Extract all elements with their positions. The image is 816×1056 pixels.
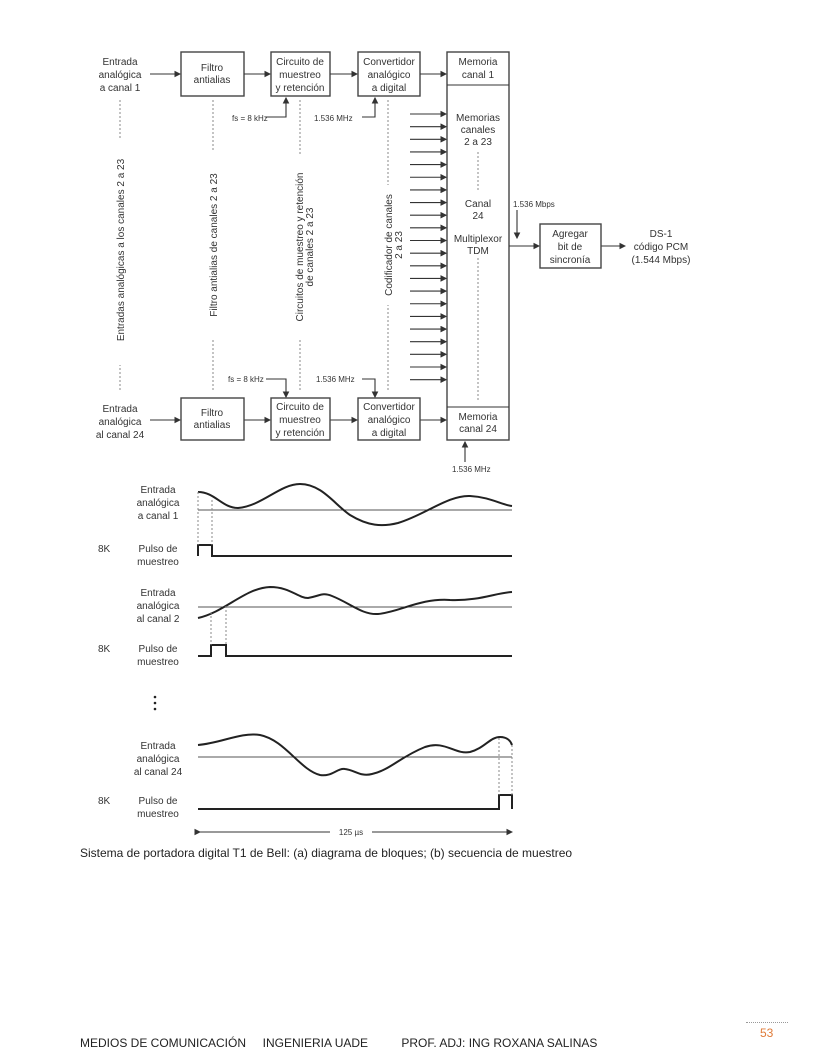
svg-text:Memoria: Memoria xyxy=(458,412,498,423)
svg-text:canal 24: canal 24 xyxy=(459,424,497,435)
pulse-ch2 xyxy=(198,645,512,656)
svg-text:1.536 MHz: 1.536 MHz xyxy=(314,114,353,123)
svg-text:Circuitos de muestreo y retenc: Circuitos de muestreo y retención xyxy=(295,172,306,322)
svg-text:1.536 MHz: 1.536 MHz xyxy=(316,375,355,384)
svg-text:a canal 1: a canal 1 xyxy=(137,511,179,522)
filter-box-ch1 xyxy=(181,52,244,96)
svg-text:muestreo: muestreo xyxy=(137,557,179,568)
svg-text:2 a 23: 2 a 23 xyxy=(464,137,492,148)
wave-ch24 xyxy=(198,734,512,775)
svg-text:muestreo: muestreo xyxy=(279,70,321,81)
svg-text:muestreo: muestreo xyxy=(137,809,179,820)
svg-text:código PCM: código PCM xyxy=(633,242,689,253)
svg-text:Filtro: Filtro xyxy=(200,63,224,74)
svg-text:Filtro: Filtro xyxy=(200,408,224,419)
svg-text:8K: 8K xyxy=(98,544,111,555)
svg-text:bit de: bit de xyxy=(557,242,583,253)
svg-text:Codificador de canales: Codificador de canales xyxy=(384,194,395,296)
svg-text:1.536 Mbps: 1.536 Mbps xyxy=(513,200,555,209)
svg-text:DS-1: DS-1 xyxy=(649,229,673,240)
svg-text:Convertidor: Convertidor xyxy=(363,57,415,68)
svg-text:analógica: analógica xyxy=(136,498,180,509)
svg-text:al canal 24: al canal 24 xyxy=(95,430,145,441)
page-number: 53 xyxy=(760,1026,774,1040)
svg-text:8K: 8K xyxy=(98,796,111,807)
svg-text:Entrada: Entrada xyxy=(140,741,176,752)
svg-text:sincronía: sincronía xyxy=(549,255,591,266)
svg-text:analógico: analógico xyxy=(367,415,411,426)
pulse-ch1 xyxy=(198,545,512,556)
timing-labels xyxy=(134,485,183,820)
svg-text:al canal 2: al canal 2 xyxy=(136,614,180,625)
svg-text:a digital: a digital xyxy=(371,83,407,94)
page-footer: MEDIOS DE COMUNICACIÓN INGENIERIA UADE PROF. ADJ: ING ROXANA SALINAS xyxy=(80,1036,598,1050)
svg-text:1.536 MHz: 1.536 MHz xyxy=(452,465,491,474)
svg-text:canal 1: canal 1 xyxy=(461,70,495,81)
input-ch24-label xyxy=(96,404,145,441)
wave-ch1 xyxy=(198,484,512,525)
wave-ch2 xyxy=(198,587,512,618)
svg-text:analógica: analógica xyxy=(136,754,180,765)
channel-arrows xyxy=(410,114,446,380)
svg-text:TDM: TDM xyxy=(467,246,489,257)
svg-text:Agregar: Agregar xyxy=(552,229,588,240)
svg-text:fs = 8 kHz: fs = 8 kHz xyxy=(232,114,268,123)
svg-text:Entrada: Entrada xyxy=(140,588,176,599)
svg-text:Entradas analógicas a los cana: Entradas analógicas a los canales 2 a 23 xyxy=(116,158,127,342)
svg-text:Filtro antialias de canales 2: Filtro antialias de canales 2 a 23 xyxy=(209,173,220,317)
svg-text:Memoria: Memoria xyxy=(458,57,498,68)
svg-text:canales: canales xyxy=(460,125,496,136)
svg-text:muestreo: muestreo xyxy=(137,657,179,668)
svg-text:analógica: analógica xyxy=(98,70,142,81)
vertical-labels xyxy=(112,140,405,365)
svg-text:Entrada: Entrada xyxy=(102,57,138,68)
svg-text:Memorias: Memorias xyxy=(456,113,500,124)
svg-text:Entrada: Entrada xyxy=(140,485,176,496)
svg-text:Pulso de: Pulso de xyxy=(138,544,178,555)
pulse-ch24 xyxy=(198,795,512,809)
svg-text:al canal 24: al canal 24 xyxy=(133,767,183,778)
svg-text:(1.544 Mbps): (1.544 Mbps) xyxy=(631,255,691,266)
svg-text:analógica: analógica xyxy=(136,601,180,612)
figure-caption: Sistema de portadora digital T1 de Bell: (a) diagrama de bloques; (b) secuencia de muestreo xyxy=(80,846,573,860)
svg-text:8K: 8K xyxy=(98,644,111,655)
svg-text:Pulso de: Pulso de xyxy=(138,796,178,807)
svg-text:y retención: y retención xyxy=(275,428,325,439)
svg-text:analógica: analógica xyxy=(98,417,142,428)
svg-text:a digital: a digital xyxy=(371,428,407,439)
period-label: 125 µs xyxy=(338,828,364,837)
svg-text:24: 24 xyxy=(472,211,484,222)
svg-text:Convertidor: Convertidor xyxy=(363,402,415,413)
svg-text:antialias: antialias xyxy=(193,420,231,431)
svg-text:Circuito de: Circuito de xyxy=(276,402,324,413)
svg-text:Pulso de: Pulso de xyxy=(138,644,178,655)
svg-text:Multiplexor: Multiplexor xyxy=(453,234,503,245)
svg-text:antialias: antialias xyxy=(193,75,231,86)
svg-text:fs = 8 kHz: fs = 8 kHz xyxy=(228,375,264,384)
svg-text:y retención: y retención xyxy=(275,83,325,94)
input-ch1-label xyxy=(99,57,142,94)
svg-text:Canal: Canal xyxy=(464,199,492,210)
svg-text:de canales 2 a 23: de canales 2 a 23 xyxy=(305,207,316,287)
svg-text:Circuito de: Circuito de xyxy=(276,57,324,68)
svg-text:a canal 1: a canal 1 xyxy=(99,83,141,94)
svg-text:analógico: analógico xyxy=(367,70,411,81)
svg-text:muestreo: muestreo xyxy=(279,415,321,426)
page-number-rule xyxy=(746,1022,788,1023)
svg-text:Entrada: Entrada xyxy=(102,404,138,415)
ellipsis-dots xyxy=(154,696,157,711)
svg-text:2 a 23: 2 a 23 xyxy=(394,231,405,259)
